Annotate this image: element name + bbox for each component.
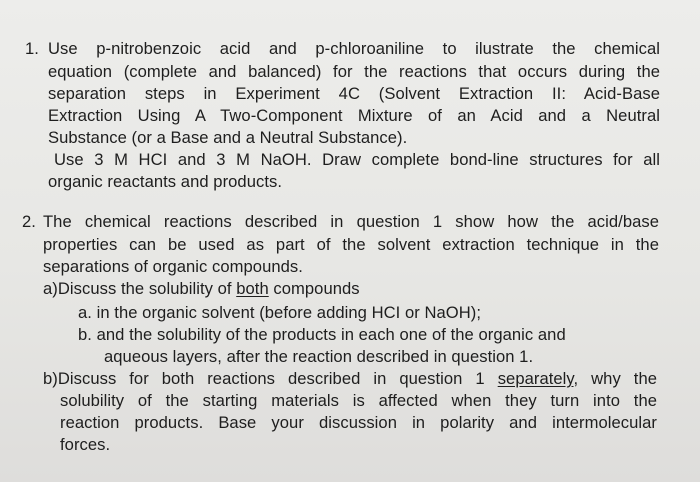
question-2a-item-a [78,302,481,323]
question-2b-label: b) [43,369,58,388]
question-2-line-1: The chemical reactions described in question 1 show how the acid/base [43,212,659,231]
question-2-line-3: separations of organic compounds. [43,257,303,276]
question-2a-text-post: compounds [268,279,360,298]
question-1-line-1: Use p-nitrobenzoic acid and p-chloroaniline to ilustrate the chemical [48,39,660,58]
question-2a [43,278,360,299]
question-1-line-2: equation (complete and balanced) for the reactions that occurs during the [48,62,660,81]
question-2b [43,368,657,389]
question-2a-label: a) [43,279,58,298]
question-2a-text-underlined: both [236,279,269,298]
question-2b-text-underlined: separately [497,369,574,388]
question-2a-item-b-label: b. [78,325,92,344]
question-2a-item-a-text: in the organic solvent (before adding HCI or NaOH); [96,303,482,322]
question-2b-line-2: solubility of the starting materials is affected when they turn into the [60,391,657,410]
question-2-number: 2. [22,212,36,231]
question-2a-item-b-continuation: aqueous layers, after the reaction described in question 1. [104,347,534,366]
question-1-line-3: separation steps in Experiment 4C (Solvent Extraction II: Acid-Base [48,84,660,103]
question-2b-text-pre: Discuss for both reactions described in question 1 [57,369,498,388]
question-2b-line-3: reaction products. Base your discussion in polarity and intermolecular [60,413,657,432]
question-2a-item-a-label: a. [78,303,92,322]
question-1-number: 1. [25,39,39,58]
question-2a-text-pre: Discuss the solubility of [57,279,237,298]
question-1-line-7: organic reactants and products. [48,172,282,191]
question-1-line-5: Substance (or a Base and a Neutral Substance). [48,128,408,147]
question-2-line-2: properties can be used as part of the solvent extraction technique in the [43,235,659,254]
question-1-line-4: Extraction Using A Two-Component Mixture of an Acid and a Neutral [48,106,660,125]
question-2b-line-4: forces. [60,435,111,454]
question-2b-text-post: , why the [573,369,657,388]
question-1-line-6: Use 3 M HCI and 3 M NaOH. Draw complete bond-line structures for all [54,150,660,169]
question-2a-item-b-text: and the solubility of the products in each one of the organic and [96,325,566,344]
question-2a-item-b [78,324,566,345]
